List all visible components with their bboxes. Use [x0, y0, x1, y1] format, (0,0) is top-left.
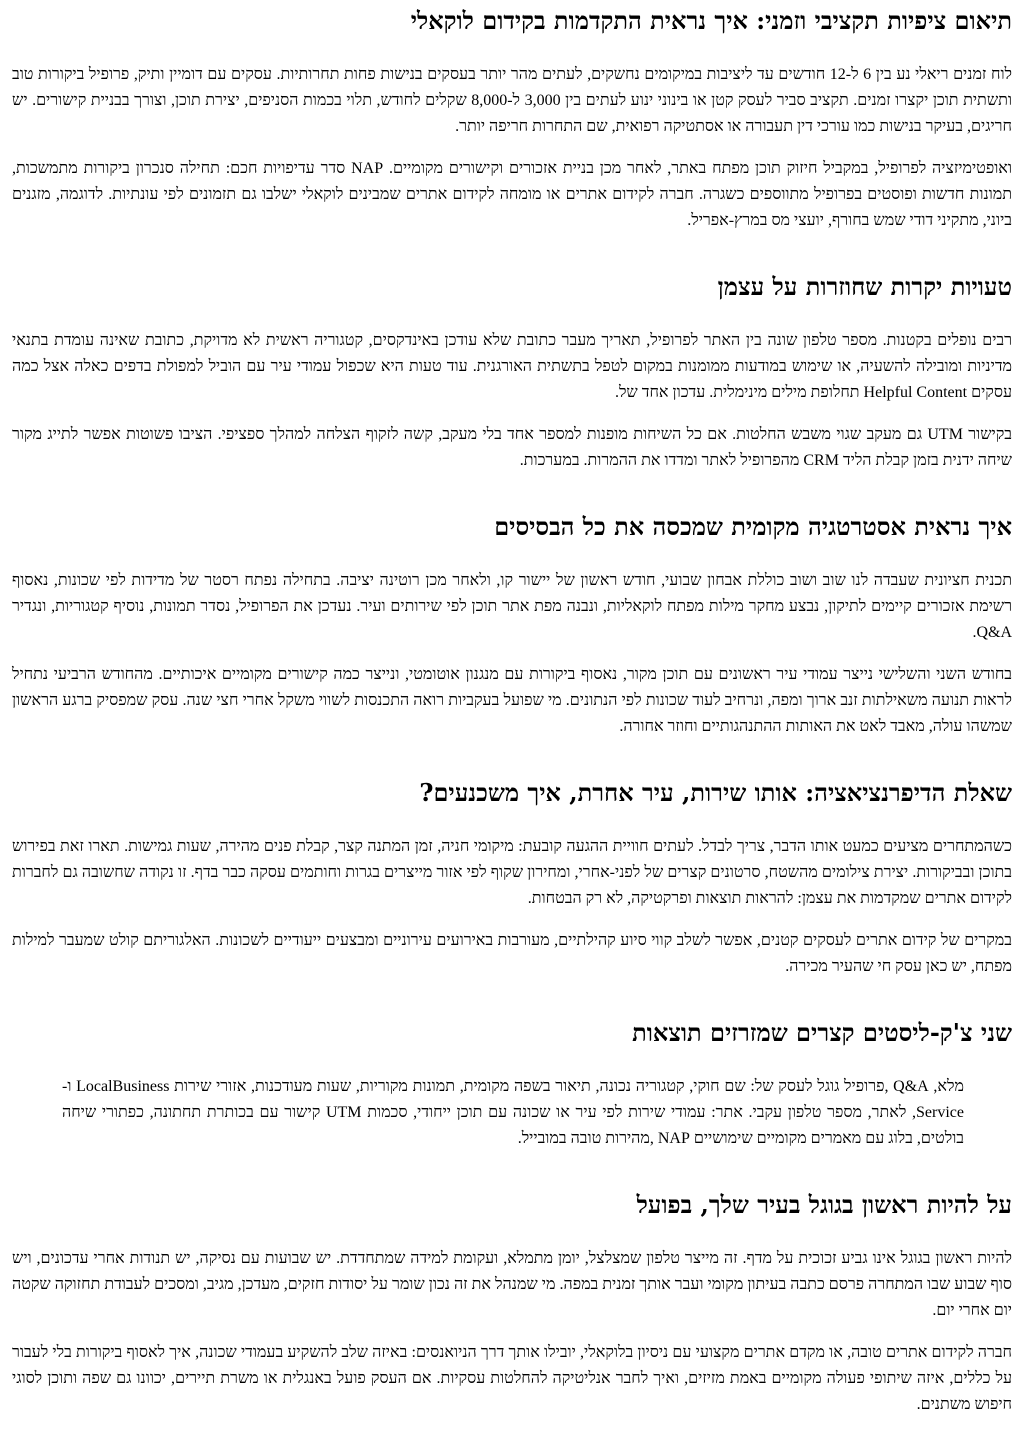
spacer — [12, 1220, 1012, 1246]
spacer — [12, 646, 1012, 662]
spacer — [12, 234, 1012, 272]
spacer — [12, 980, 1012, 1018]
spacer — [12, 912, 1012, 928]
spacer — [12, 1324, 1012, 1340]
paragraph: במקרים של קידום אתרים לעסקים קטנים, אפשר לשלב קווי סיוע קהילתיים, מעורבות באירועים עירוניים ומבצעים ייעודיים לשכונות. האלגוריתם קולט שמעבר למילות מפתח, יש כאן עסק חי שהעיר מכירה. — [12, 932, 1012, 975]
section-heading-expectations: תיאום ציפיות תקציבי וזמני: איך נראית התקדמות בקידום לוקאלי — [410, 6, 1012, 35]
paragraph: בחודש השני והשלישי נייצר עמודי עיר ראשונים עם תוכן מקור, נאסוף ביקורות עם מנגנון אוטומטי, ונייצר כמה קישורים מקומיים איכותיים. מהחודש הרביעי נתחיל לראות תנועה משאילתות זנב ארוך ומפה, ונרחיב לעוד שכונות לפי הנתונים. מי שפועל בעקביות רואה התכנסות לשווי משקל אחרי חצי שנה. עסק שמפסיק ברגע הראשון שמשהו עולה, מאבד לאט את האותות ההתנהגותיים וחוזר אחורה. — [12, 666, 1012, 735]
paragraph: בקישור UTM גם מעקב שגוי משבש החלטות. אם כל השיחות מופנות למספר אחד בלי מעקב, קשה לזקוף הצלחה למהלך ספציפי. הציבו פשוטות אפשר לתייג מקור שיחה ידנית בזמן קבלת הליד CRM מהפרופיל לאתר ומדדו את ההמרות. במערכות. — [12, 426, 1013, 469]
article — [0, 6, 1024, 1418]
spacer — [12, 406, 1012, 422]
spacer — [12, 1152, 1012, 1190]
spacer — [12, 474, 1012, 512]
paragraph: לוח זמנים ריאלי נע בין 6 ל-12 חודשים עד ליציבות במיקומים נחשקים, לעתים מהר יותר בעסקים בנישות פחות תחרותיות. עסקים עם דומיין ותיק, פרופיל ביקורות טוב ותשתית תוכן יקצרו זמנים. תקציב סביר לעסק קטן או בינוני ינוע לעתים בין 3,000 ל-8,000 שקלים לחודש, תלוי בכמות הסניפים, יצירת תוכן, וצורך בבניית קישורים. יש חריגים, בעיקר בנישות כמו עורכי דין תעבורה או אסתטיקה רפואית, שם התחרות חריפה יותר. — [12, 66, 1013, 135]
section-heading-first-in-google: על להיות ראשון בגוגל בעיר שלך, בפועל — [636, 1190, 1012, 1219]
spacer — [12, 1048, 1012, 1074]
paragraph: להיות ראשון בגוגל אינו גביע זכוכית על מדף. זה מייצר טלפון שמצלצל, יומן מתמלא, ועקומת למידה שמתחדדת. יש שבועות עם נסיקה, יש תנודות אחרי עדכונים, ויש סוף שבוע שבו המתחרה פרסם כתבה בעיתון מקומי ועבר אותך זמנית במפה. מי שמנהל את זה נכון שומר על יסודות חזקים, מעדכן, מגיב, ומסכים לעבודת תחזוקה שקטה יום אחרי יום. — [12, 1250, 1012, 1319]
spacer — [12, 808, 1012, 834]
paragraph: רבים נופלים בקטנות. מספר טלפון שונה בין האתר לפרופיל, תאריך מעבר כתובת שלא עודכן באינדקסים, קטגוריה ראשית לא מדויקת, כתובת שאינה עומדת בתנאי מדיניות ומובילה להשעיה, או שימוש במודעות ממומנות במקום לטפל בתשתית האורגנית. עוד טעות היא שכפול עמודי עיר עם הוביל למפולת בדפים כאלה אצל כמה עסקים Helpful Content תחלופת מילים מינימלית. עדכון אחד של. — [12, 332, 1012, 401]
paragraph: תכנית חציונית שעבדה לנו שוב ושוב כוללת אבחון שבועי, חודש ראשון של יישור קו, ולאחר מכן רוטינה יציבה. בתחילה נפתח רסטר של מדידות לפי שכונות, נאסוף רשימת אזכורים קיימים לתיקון, נבצע מחקר מילות מפתח לוקאליות, ונבנה מפת אתר תוכן לפי שירותים ועיר. נעדכן את הפרופיל, נסדר תמונות, נוסיף קטגוריות, ונגדיר Q&A. — [12, 572, 1012, 641]
spacer — [12, 140, 1012, 156]
spacer — [12, 302, 1012, 328]
section-heading-differentiation: שאלת הדיפרנציאציה: אותו שירות, עיר אחרת, איך משכנעים? — [419, 778, 1012, 807]
checklist-paragraph: מלא, Q&A ,פרופיל גוגל לעסק של: שם חוקי, קטגוריה נכונה, תיאור בשפה מקומית, תמונות מקוריות, שעות מעודכנות, אזורי שירות LocalBusiness ו-Service, לאתר, מספר טלפון עקבי. אתר: עמודי שירות לפי עיר או שכונה עם תוכן ייחודי, סכמות UTM קישור עם בכותרת תחתונה, כפתורי שיחה בולטים, בלוג עם מאמרים מקומיים שימושיים NAP ,מהירות טובה במובייל. — [62, 1078, 964, 1147]
section-heading-mistakes: טעויות יקרות שחוזרות על עצמן — [717, 272, 1012, 301]
spacer — [12, 36, 1012, 62]
section-heading-strategy: איך נראית אסטרטגיה מקומית שמכסה את כל הבסיסים — [494, 512, 1012, 541]
section-heading-checklists: שני צ'ק-ליסטים קצרים שמזרזים תוצאות — [632, 1018, 1012, 1047]
spacer — [12, 542, 1012, 568]
paragraph: ואופטימיזציה לפרופיל, במקביל חיזוק תוכן מפתח באתר, לאחר מכן בניית אזכורים וקישורים מקומיים. NAP סדר עדיפויות חכם: תחילה סנכרון ביקורות מתמשכות, תמונות חדשות ופוסטים בפרופיל מתווספים כשגרה. חברה לקידום אתרים או מומחה לקידום אתרים שמבינים לוקאלי ישלבו גם תזמונים לפי עונתיות. לדוגמה, מזגנים ביוני, מתקיני דודי שמש בחורף, יועצי מס במרץ-אפריל. — [12, 160, 1012, 229]
paragraph: כשהמתחרים מציעים כמעט אותו הדבר, צריך לבדל. לעתים חוויית ההגעה קובעת: מיקומי חניה, זמן המתנה קצר, קבלת פנים מהירה, שעות גמישות. תארו זאת בפירוש בתוכן ובביקורות. יצירת צילומים מהשטח, סרטונים קצרים של לפני-אחרי, ומחירון שקוף לפי אזור מייצרים בגרות וחותמים עסקה כבר בדף. זו נקודה שחשובה גם לחברות לקידום אתרים שמקדמות את עצמן: להראות תוצאות ופרקטיקה, לא רק הבטחות. — [12, 838, 1012, 907]
spacer — [12, 740, 1012, 778]
paragraph: חברה לקידום אתרים טובה, או מקדם אתרים מקצועי עם ניסיון בלוקאלי, יובילו אותך דרך הניואנסים: באיזה שלב להשקיע בעמודי שכונה, איך לאסוף ביקורות בלי לעבור על כללים, איזה שיתופי פעולה מקומיים באמת מזיזים, ואיך לחבר אנליטיקה להחלטות עסקיות. אם העסק פועל באנגלית או משרת תיירים, יכוונו גם שפה ותוכן לסוגי חיפוש משתנים. — [12, 1344, 1012, 1413]
